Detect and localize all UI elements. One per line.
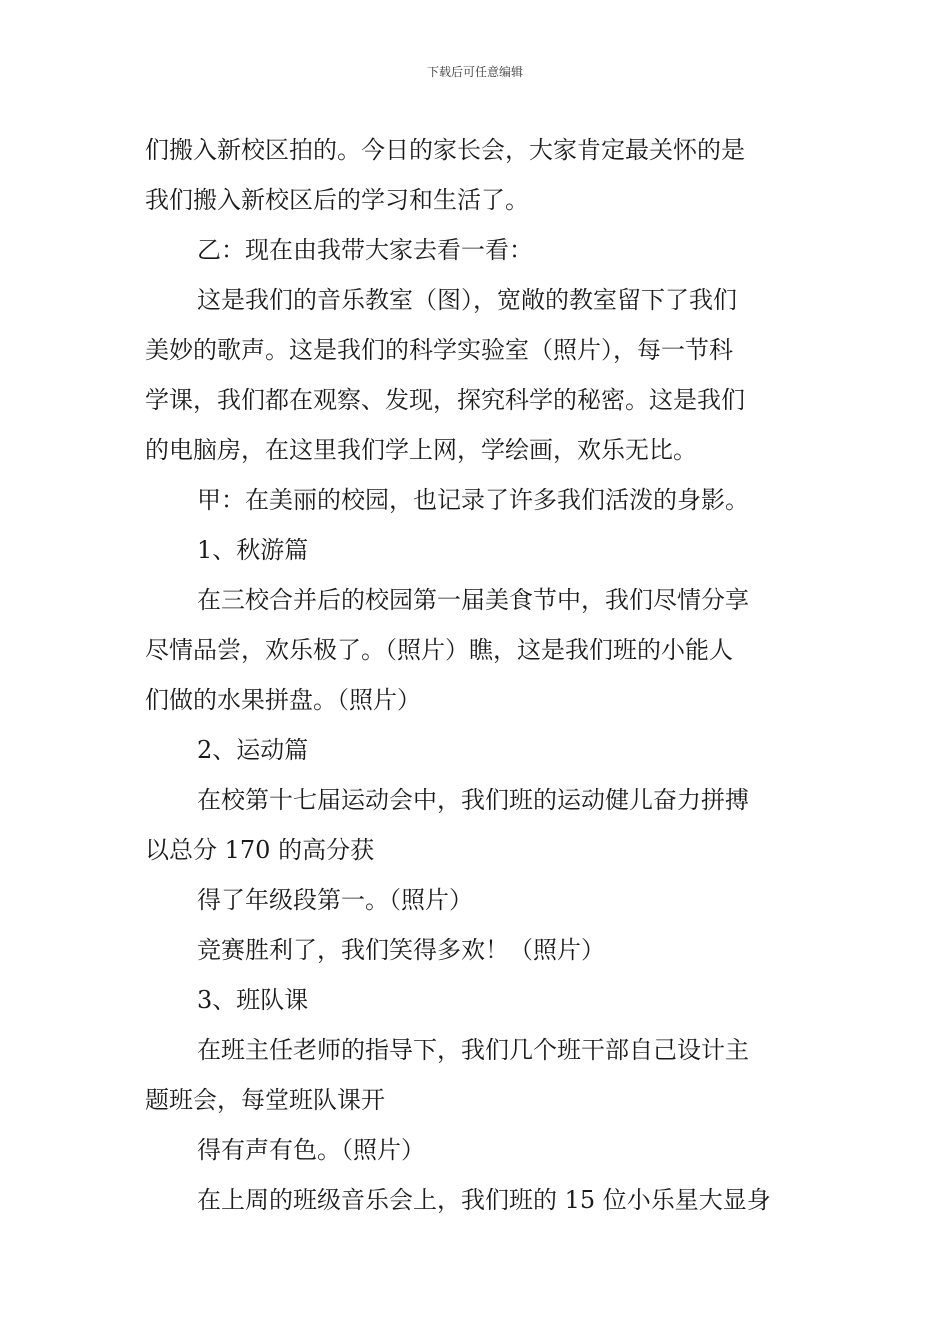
section-heading: 1、秋游篇 <box>197 536 309 564</box>
paragraph-line: 得有声有色。（照片） <box>197 1136 425 1164</box>
section-heading: 3、班队课 <box>197 986 309 1014</box>
paragraph-line: 乙：现在由我带大家去看一看： <box>197 236 533 264</box>
paragraph-line: 得了年级段第一。（照片） <box>197 886 473 914</box>
paragraph-line: 这是我们的音乐教室（图），宽敞的教室留下了我们 <box>197 286 737 314</box>
paragraph-line: 我们搬入新校区后的学习和生活了。 <box>145 186 529 214</box>
paragraph-line: 在班主任老师的指导下，我们几个班干部自己设计主 <box>197 1036 749 1064</box>
paragraph-line: 在三校合并后的校园第一届美食节中，我们尽情分享 <box>197 586 749 614</box>
paragraph-line: 题班会，每堂班队课开 <box>145 1086 385 1114</box>
page-header-note: 下载后可任意编辑 <box>426 65 523 79</box>
paragraph-line: 在上周的班级音乐会上，我们班的 15 位小乐星大显身 <box>197 1186 771 1214</box>
paragraph-line: 美妙的歌声。这是我们的科学实验室（照片），每一节科 <box>145 336 733 364</box>
paragraph-line: 们搬入新校区拍的。今日的家长会，大家肯定最关怀的是 <box>145 136 745 164</box>
paragraph-line: 以总分 170 的高分获 <box>145 836 375 864</box>
document-body <box>145 125 810 1225</box>
paragraph-line: 竞赛胜利了，我们笑得多欢！（照片） <box>197 936 605 964</box>
paragraph-line: 在校第十七届运动会中，我们班的运动健儿奋力拼搏 <box>197 786 749 814</box>
paragraph-line: 甲：在美丽的校园，也记录了许多我们活泼的身影。 <box>197 486 749 514</box>
paragraph-line: 的电脑房，在这里我们学上网，学绘画，欢乐无比。 <box>145 436 697 464</box>
section-heading: 2、运动篇 <box>197 736 309 764</box>
paragraph-line: 们做的水果拼盘。（照片） <box>145 686 421 714</box>
paragraph-line: 学课，我们都在观察、发现，探究科学的秘密。这是我们 <box>145 386 745 414</box>
paragraph-line: 尽情品尝，欢乐极了。（照片）瞧，这是我们班的小能人 <box>145 636 733 664</box>
